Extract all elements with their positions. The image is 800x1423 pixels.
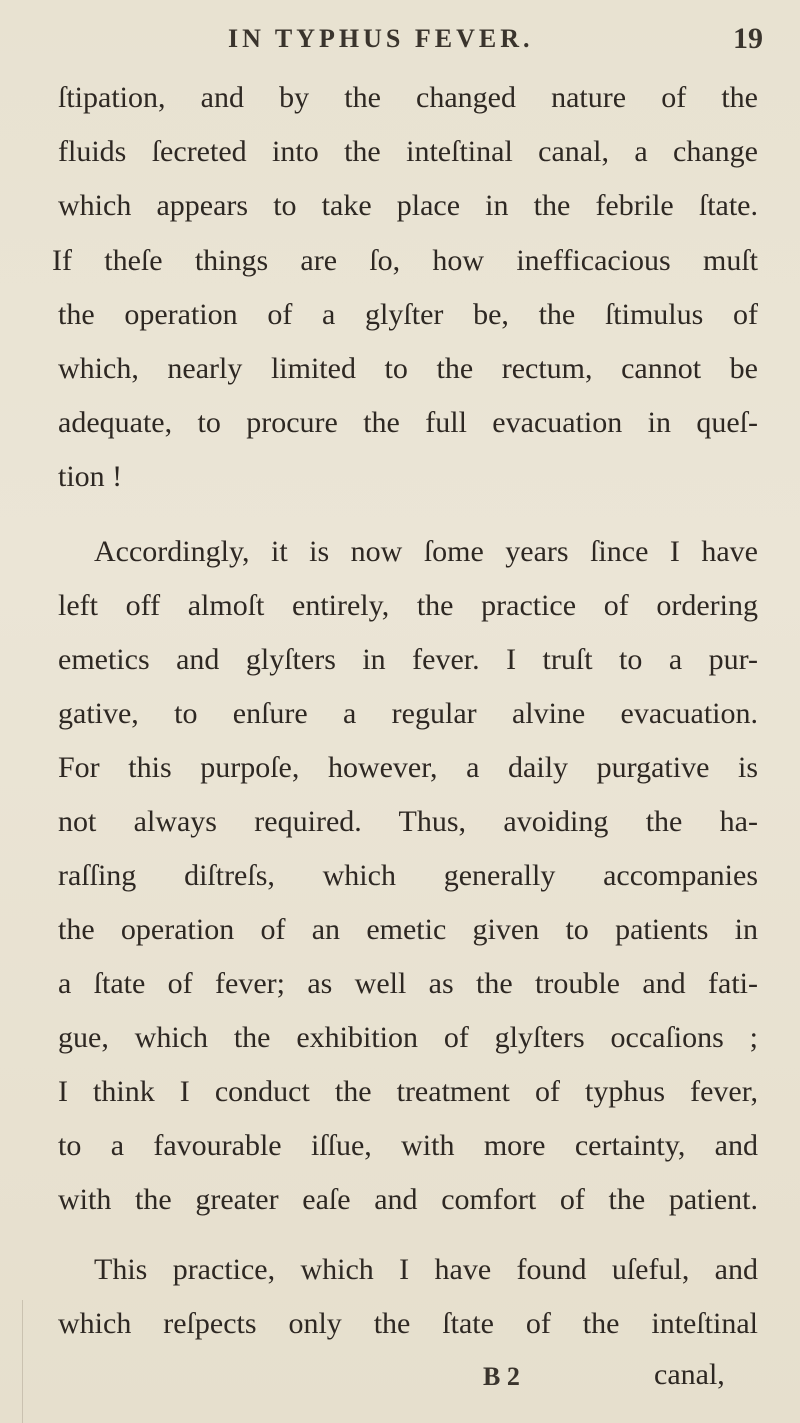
text-line: a ſtate of fever; as well as the trouble and fati-	[58, 967, 758, 1000]
text-line: tion !	[58, 460, 123, 493]
text-line: which appears to take place in the febrile ſtate.	[58, 189, 758, 222]
page-footer	[0, 1358, 800, 1406]
page-number: 19	[733, 22, 763, 55]
paragraph-start-line: This practice, which I have found uſeful, and	[94, 1253, 758, 1286]
catchword: canal,	[654, 1358, 725, 1391]
text-line: gue, which the exhibition of glyſters occaſions ;	[58, 1021, 758, 1054]
text-line: the operation of a glyſter be, the ſtimulus of	[58, 298, 758, 331]
text-line: gative, to enſure a regular alvine evacuation.	[58, 697, 758, 730]
text-line: to a favourable iſſue, with more certainty, and	[58, 1129, 758, 1162]
text-line: fluids ſecreted into the inteſtinal canal, a change	[58, 135, 758, 168]
text-line: raſſing diſtreſs, which generally accompanies	[58, 859, 758, 892]
text-line: If theſe things are ſo, how inefficacious muſt	[52, 244, 758, 277]
text-line: I think I conduct the treatment of typhus fever,	[58, 1075, 758, 1108]
text-line: adequate, to procure the full evacuation in queſ-	[58, 406, 758, 439]
running-title: IN TYPHUS FEVER.	[228, 24, 534, 53]
paragraph-start-line: Accordingly, it is now ſome years ſince I have	[94, 535, 758, 568]
text-line: ſtipation, and by the changed nature of the	[58, 81, 758, 114]
text-line: not always required. Thus, avoiding the ha-	[58, 805, 758, 838]
text-line: For this purpoſe, however, a daily purgative is	[58, 751, 758, 784]
text-line: left off almoſt entirely, the practice of ordering	[58, 589, 758, 622]
text-line: which, nearly limited to the rectum, cannot be	[58, 352, 758, 385]
text-line: which reſpects only the ſtate of the inteſtinal	[58, 1307, 758, 1340]
text-line: emetics and glyſters in fever. I truſt to a pur-	[58, 643, 758, 676]
text-line: the operation of an emetic given to patients in	[58, 913, 758, 946]
signature-mark: B 2	[483, 1362, 520, 1391]
text-line: with the greater eaſe and comfort of the patient.	[58, 1183, 758, 1216]
